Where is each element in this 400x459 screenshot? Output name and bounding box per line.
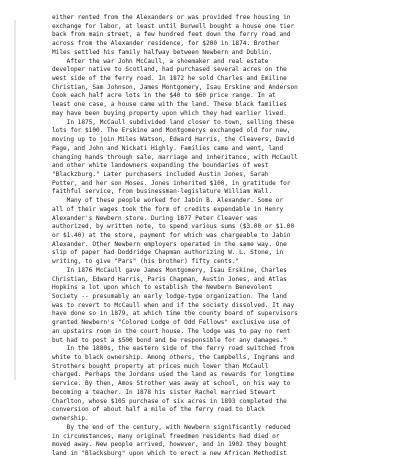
text-line: have done so in 1879, at which time the county board of supervisors: [52, 310, 298, 318]
text-line: moved away. New people arrived, however, and in 1902 they bought: [52, 441, 287, 449]
text-line: service. By then, Amos Strother was away at school, on his way to: [52, 380, 291, 388]
text-line: Potter, and her son Moses. Jones inherited $100, in gratitude for: [52, 179, 291, 187]
text-line: west side of the ferry road. In 1872 he sold Charles and Emiline: [52, 75, 287, 83]
text-line: exchange for labor, at least until Burwell bought a house one tier: [52, 22, 295, 30]
text-line: Many of these people worked for Jabin B. Alexander. Some or: [52, 197, 284, 205]
text-line: By the end of the century, with Newbern significantly reduced: [52, 423, 291, 431]
text-line: charged. Perhaps the Jordans used the land as rewards for longtime: [52, 371, 295, 379]
text-line: lots for $100. The Erskine and Montgomerys exchanged old for new,: [52, 127, 291, 135]
text-line: Page, and John and Nickati Highly. Families came and went, land: [52, 144, 284, 152]
text-line: or $1.40) at the store, payment for which was chargeable to Jabin: [52, 231, 291, 239]
text-line: Cook each half acre lots in the $40 to $60 price range. In at: [52, 92, 276, 100]
text-line: slip of paper had Doddridge Chapman authorizing W. L. Stone, in: [52, 249, 284, 257]
text-line: an upstairs room in the court house. The lodge was to pay no rent: [52, 327, 291, 335]
text-line: least one case, a house came with the land. These black families: [52, 101, 287, 109]
text-line: Society -- presumably an early lodge-type organization. The land: [52, 293, 287, 300]
text-line: granted Newbern's "Colored Lodge of Odd Fellows" exclusive use of: [52, 319, 291, 327]
text-line: Strothers bought property at prices much lower than McCaull: [52, 362, 269, 370]
text-line: changing hands through sale, marriage and inheritance, with McCaull: [52, 153, 298, 161]
body-text: [52, 14, 352, 459]
text-line: land in "Blacksburg" upon which to erect a new African Methodist: [52, 449, 287, 457]
text-line: conversion of about half a mile of the ferry road to black: [52, 406, 265, 414]
scan-edge: [14, 20, 16, 380]
text-line: In 1875, McCaull subdivided land closer to town, selling these: [52, 118, 295, 126]
text-line: Charlton, whose $105 purchase of six acres in 1893 completed the: [52, 397, 287, 405]
text-line: may have been buying property upon which they had earlier lived.: [52, 109, 287, 117]
text-line: white to black ownership. Among others, the Campbells, Ingrams and: [52, 354, 295, 362]
text-line: Christian, Edward Harris, Paris Chapman, Austin Jones, and Atlas: [52, 275, 287, 283]
text-line: "Blackzburg." Later purchasers included Austin Jones, Sarah: [52, 170, 269, 178]
text-line: in circumstances, many original freedmen residents had died or: [52, 432, 280, 440]
text-line: but had to post a $500 bond and be responsible for any damages.": [52, 336, 287, 344]
text-line: becoming a teacher. In 1878 his sister Rachel married Stewart: [52, 388, 276, 396]
text-line: ownership.: [52, 415, 89, 423]
text-line: authorized, by written note, to spend various sums ($3.00 or $1.00: [52, 223, 295, 231]
text-line: writing, to give "Pars" (his brother) fifty cents.": [52, 258, 240, 266]
text-line: was to revert to McCaull when and if the society dissolved. It may: [52, 301, 295, 309]
text-line: moving up to join Miles Watson, Edward Harris, the Cleavers, David: [52, 136, 295, 144]
text-line: Hopkins a lot upon which to establish the Newbern Benevolent: [52, 284, 273, 292]
text-line: and other white landowners expanding the boundaries of west: [52, 162, 269, 170]
text-line: across from the Alexander residence, for $200 in 1874. Brother: [52, 40, 280, 48]
text-line: In the 1880s, the eastern side of the ferry road switched from: [52, 345, 295, 353]
text-line: Miles settled his family halfway between Newbern and Dublin.: [52, 48, 273, 56]
text-line: faithful service, from businessman-legislature William Wall.: [52, 188, 273, 196]
text-line: Christian, Sam Johnson, James Montgomery, Isau Erskine and Anderson: [52, 83, 298, 91]
text-line: Alexander. Other Newbern employers operated in the same way. One: [52, 240, 287, 248]
text-line: all of their wages took the form of credits expendable in Henry: [52, 205, 284, 213]
text-line: After the war John McCaull, a shoemaker and real estate: [52, 57, 269, 65]
text-line: developer native to Scotland, had purchased several acres on the: [52, 66, 287, 74]
text-line: either rented from the Alexanders or was provided free housing in: [52, 14, 291, 21]
text-line: back from main street, a few hundred feet down the ferry road and: [52, 31, 291, 39]
text-line: Alexander's Newbern store. During 1877 Peter Cleaver was: [52, 214, 258, 222]
text-line: In 1876 McCaull gave James Montgomery, Isau Erskine, Charles: [52, 266, 287, 274]
